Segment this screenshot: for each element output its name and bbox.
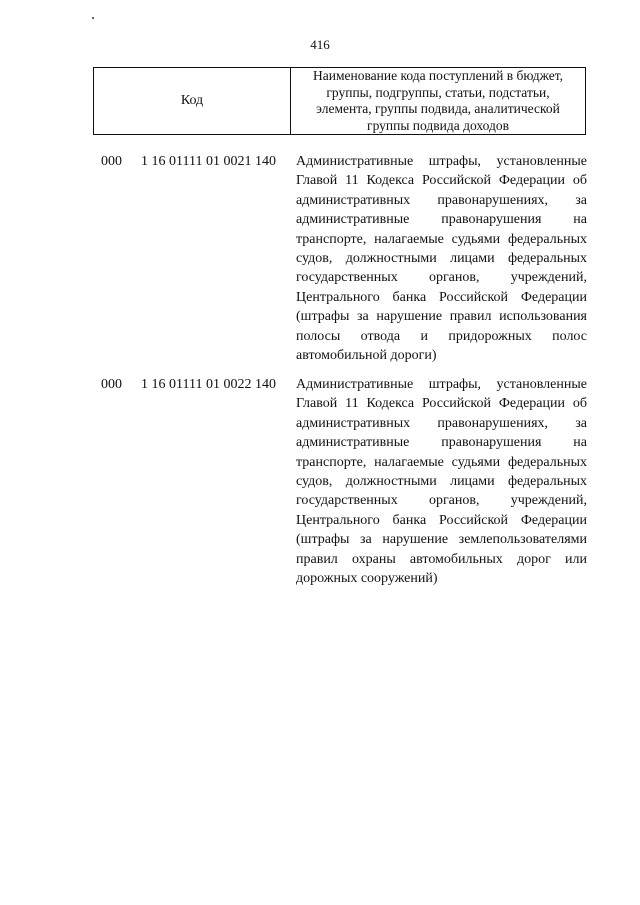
header-name-cell (291, 68, 586, 135)
description-line: правил охраны автомобильных дорог или (296, 551, 587, 567)
description-line: административных правонарушениях, за (296, 415, 587, 431)
description-line: административные правонарушения на (296, 212, 587, 228)
income-code: 1 16 01111 01 0021 140 (141, 154, 276, 169)
description-line: судов, должностными лицами федеральных (296, 473, 587, 489)
income-code: 1 16 01111 01 0022 140 (141, 377, 276, 392)
description-line: (штрафы за нарушение правил использования (296, 309, 587, 325)
description-line: судов, должностными лицами федеральных (296, 250, 587, 266)
description-line: Главой 11 Кодекса Российской Федерации об (296, 396, 587, 412)
column-header-table (93, 67, 586, 135)
description-line: государственных органов, учреждений, (296, 493, 587, 509)
description-line: дорожных сооружений) (296, 570, 438, 586)
description-line: (штрафы за нарушение землепользователями (296, 532, 587, 548)
description-line: Административные штрафы, установленные (296, 377, 587, 392)
description-line: Главой 11 Кодекса Российской Федерации об (296, 173, 587, 189)
header-name-line: элемента, группы подвида, аналитической (316, 101, 560, 116)
header-name-line: группы, подгруппы, статьи, подстатьи, (326, 84, 550, 100)
header-name-line: группы подвида доходов (367, 117, 509, 133)
income-code-description (296, 375, 587, 588)
description-line: транспорте, налагаемые судьями федеральных (296, 454, 587, 470)
header-code-cell: Код (94, 68, 291, 135)
admin-code: 000 (101, 154, 122, 169)
description-line: транспорте, налагаемые судьями федеральных (296, 231, 587, 247)
scan-speck (92, 17, 94, 19)
income-code-description (296, 152, 587, 365)
description-line: Центрального банка Российской Федерации (296, 512, 587, 528)
admin-code: 000 (101, 377, 122, 392)
description-line: полосы отвода и придорожных полос (296, 328, 587, 344)
page-number: 416 (310, 37, 330, 52)
description-line: Центрального банка Российской Федерации (296, 289, 587, 305)
description-line: административных правонарушениях, за (296, 192, 587, 208)
description-line: Административные штрафы, установленные (296, 154, 587, 169)
description-line: государственных органов, учреждений, (296, 270, 587, 286)
description-line: автомобильной дороги) (296, 347, 437, 363)
header-name-line: Наименование кода поступлений в бюджет, (312, 68, 563, 83)
description-line: административные правонарушения на (296, 435, 587, 451)
